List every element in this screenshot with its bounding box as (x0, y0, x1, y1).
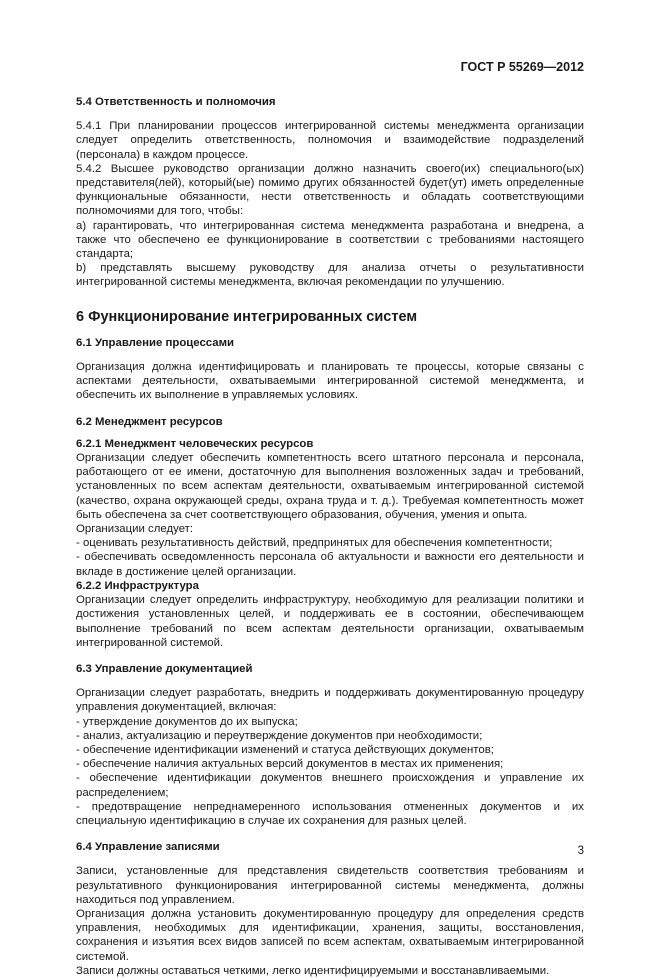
section-heading: 6 Функционирование интегрированных систем (76, 308, 418, 325)
paragraph: - обеспечение идентификации документов внешнего происхождения и управление их распределением; (76, 772, 584, 799)
paragraph: - обеспечивать осведомленность персонала об актуальности и важности его деятельности и вкладе в достижение целей организации. (76, 551, 584, 578)
subsection-heading: 5.4 Ответственность и полномочия (76, 96, 276, 108)
paragraph: Организация должна идентифицировать и планировать те процессы, которые связаны с аспектами деятельности, охватываемыми интегрированной системой менеджмента, и обеспечить их выполнение в управляемых условиях. (76, 361, 584, 402)
paragraph: Организации следует определить инфраструктуру, необходимую для реализации политики и достижения установленных целей, и поддерживать ее в состоянии, обеспечивающем выполнение требований по всем аспектам деятельности организации, охватываемым интегрированной системой. (76, 594, 584, 649)
subsection-heading: 6.3 Управление документацией (76, 662, 253, 675)
paragraph: b) представлять высшему руководству для анализа отчеты о результативности интегрированной системы менеджмента, включая рекомендации по улучшению. (76, 262, 584, 289)
subsection-heading: 6.2.1 Менеджмент человеческих ресурсов (76, 437, 314, 450)
standard-header: ГОСТ Р 55269—2012 (460, 60, 584, 74)
paragraph: Организация должна установить документированную процедуру для определения средств управления, необходимых для идентификации, хранения, защиты, восстановления, сохранения и изъятия всех видов записей по всем аспектам, охватываемым интегрированной системой. (76, 907, 584, 963)
paragraph: - анализ, актуализацию и переутверждение документов при необходимости; (76, 729, 483, 742)
page-number: 3 (577, 845, 584, 857)
paragraph: 5.4.2 Высшее руководство организации должно назначить своего(их) специального(ых) представителя(лей), который(ые) помимо других обязанностей будет(ут) иметь определенные функциональные обязанности, нести ответственность и обладать соответствующими полномочиями для того, чтобы: (76, 162, 584, 218)
paragraph: Организации следует обеспечить компетентность всего штатного персонала и персонала, работающего от ее имени, достаточную для выполнения возложенных задач и требований, установленных по всем аспектам деятельности, охватываемым интегрированной системой (качество, охрана окружающей среды, охрана труда и т. д.). Требуемая компетентность может быть обеспечена за счет соответствующего образования, обучения, умения и опыта. (76, 452, 584, 521)
paragraph: а) гарантировать, что интегрированная система менеджмента разработана и внедрена, а также что обеспечено ее функционирование в соответствии с требованиями настоящего стандарта; (76, 219, 584, 261)
paragraph: 5.4.1 При планировании процессов интегрированной системы менеджмента организации следует определить ответственность, полномочия и взаимодействие подразделений (персонала) в каждом процессе. (76, 120, 584, 161)
document-body (76, 95, 584, 978)
paragraph: Организации следует: (76, 523, 194, 536)
paragraph: - предотвращение непреднамеренного использования отмененных документов и их специальную идентификацию в случае их сохранения для разных целей. (76, 800, 584, 827)
paragraph: - утверждение документов до их выпуска; (76, 715, 298, 728)
subsection-heading: 6.1 Управление процессами (76, 336, 235, 349)
paragraph: - обеспечение идентификации изменений и статуса действующих документов; (76, 743, 494, 756)
paragraph: Записи должны оставаться четкими, легко идентифицируемыми и восстанавливаемыми. (76, 964, 550, 977)
paragraph: - оценивать результативность действий, предпринятых для обеспечения компетентности; (76, 537, 553, 550)
paragraph: Организации следует разработать, внедрить и поддерживать документированную процедуру управления документацией, включая: (76, 687, 584, 714)
subsection-heading: 6.4 Управление записями (76, 841, 220, 854)
paragraph: Записи, установленные для представления свидетельств соответствия требованиям и результативного функционирования интегрированной системы менеджмента, должны находиться под управлением. (76, 865, 584, 906)
subsection-heading: 6.2 Менеджмент ресурсов (76, 415, 223, 428)
subsection-heading: 6.2.2 Инфраструктура (76, 579, 199, 592)
paragraph: - обеспечение наличия актуальных версий документов в местах их применения; (76, 758, 504, 771)
